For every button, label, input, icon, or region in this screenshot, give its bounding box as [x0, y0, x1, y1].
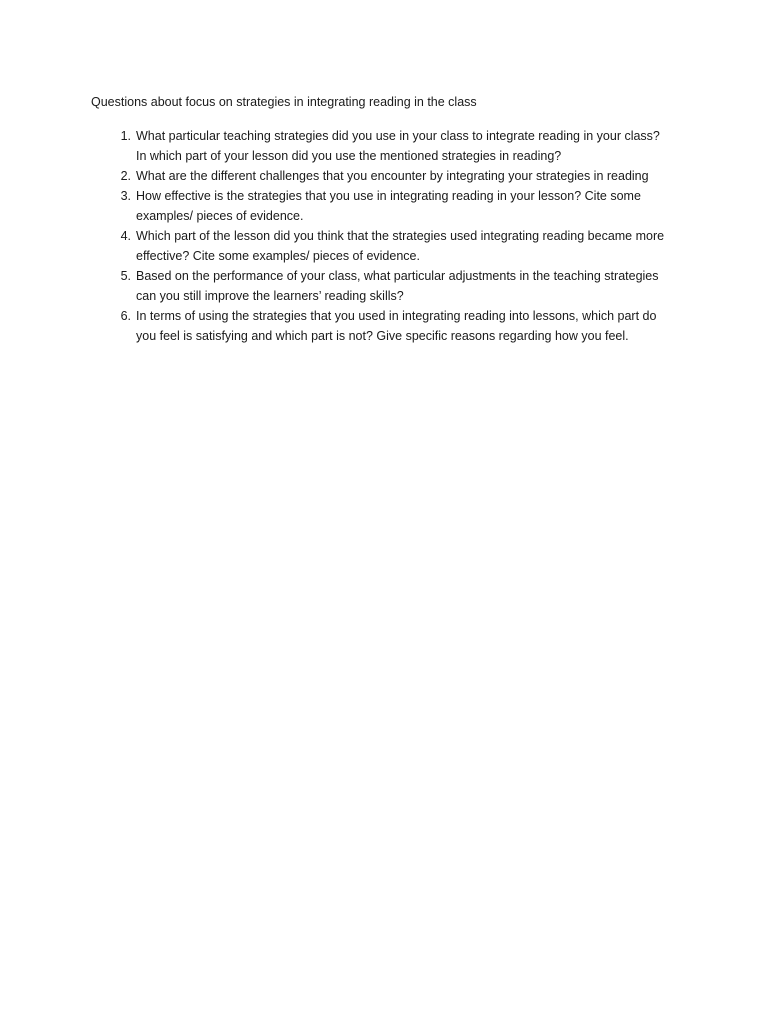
question-number: 2.: [120, 169, 131, 183]
question-line: In terms of using the strategies that you used in integrating reading into lessons, which part do: [136, 309, 657, 323]
question-line: How effective is the strategies that you use in integrating reading in your lesson? Cite some: [136, 189, 641, 203]
question-line: you feel is satisfying and which part is not? Give specific reasons regarding how you feel.: [136, 329, 629, 343]
question-text: [136, 306, 716, 346]
question-line: In which part of your lesson did you use the mentioned strategies in reading?: [136, 149, 562, 163]
question-item: [0, 126, 768, 166]
question-number: 6.: [120, 309, 131, 323]
question-line: examples/ pieces of evidence.: [136, 209, 304, 223]
question-item: [0, 226, 768, 266]
question-item: [0, 166, 768, 186]
question-number: 4.: [120, 229, 131, 243]
question-line: What particular teaching strategies did you use in your class to integrate reading in your class?: [136, 129, 660, 143]
question-text: [136, 186, 716, 226]
document-title: Questions about focus on strategies in integrating reading in the class: [91, 95, 477, 109]
question-line: Which part of the lesson did you think that the strategies used integrating reading became more: [136, 229, 665, 243]
question-line: Based on the performance of your class, what particular adjustments in the teaching strategies: [136, 269, 659, 283]
question-text: [136, 126, 716, 166]
question-list: [0, 126, 768, 346]
question-number: 1.: [120, 129, 131, 143]
question-item: [0, 306, 768, 346]
question-number: 5.: [120, 269, 131, 283]
question-number: 3.: [120, 189, 131, 203]
question-item: [0, 186, 768, 226]
question-line: What are the different challenges that you encounter by integrating your strategies in reading: [136, 169, 649, 183]
question-text: [136, 166, 716, 186]
question-text: [136, 266, 716, 306]
question-line: effective? Cite some examples/ pieces of evidence.: [136, 249, 420, 263]
question-line: can you still improve the learners’ reading skills?: [136, 289, 404, 303]
question-item: [0, 266, 768, 306]
question-text: [136, 226, 716, 266]
